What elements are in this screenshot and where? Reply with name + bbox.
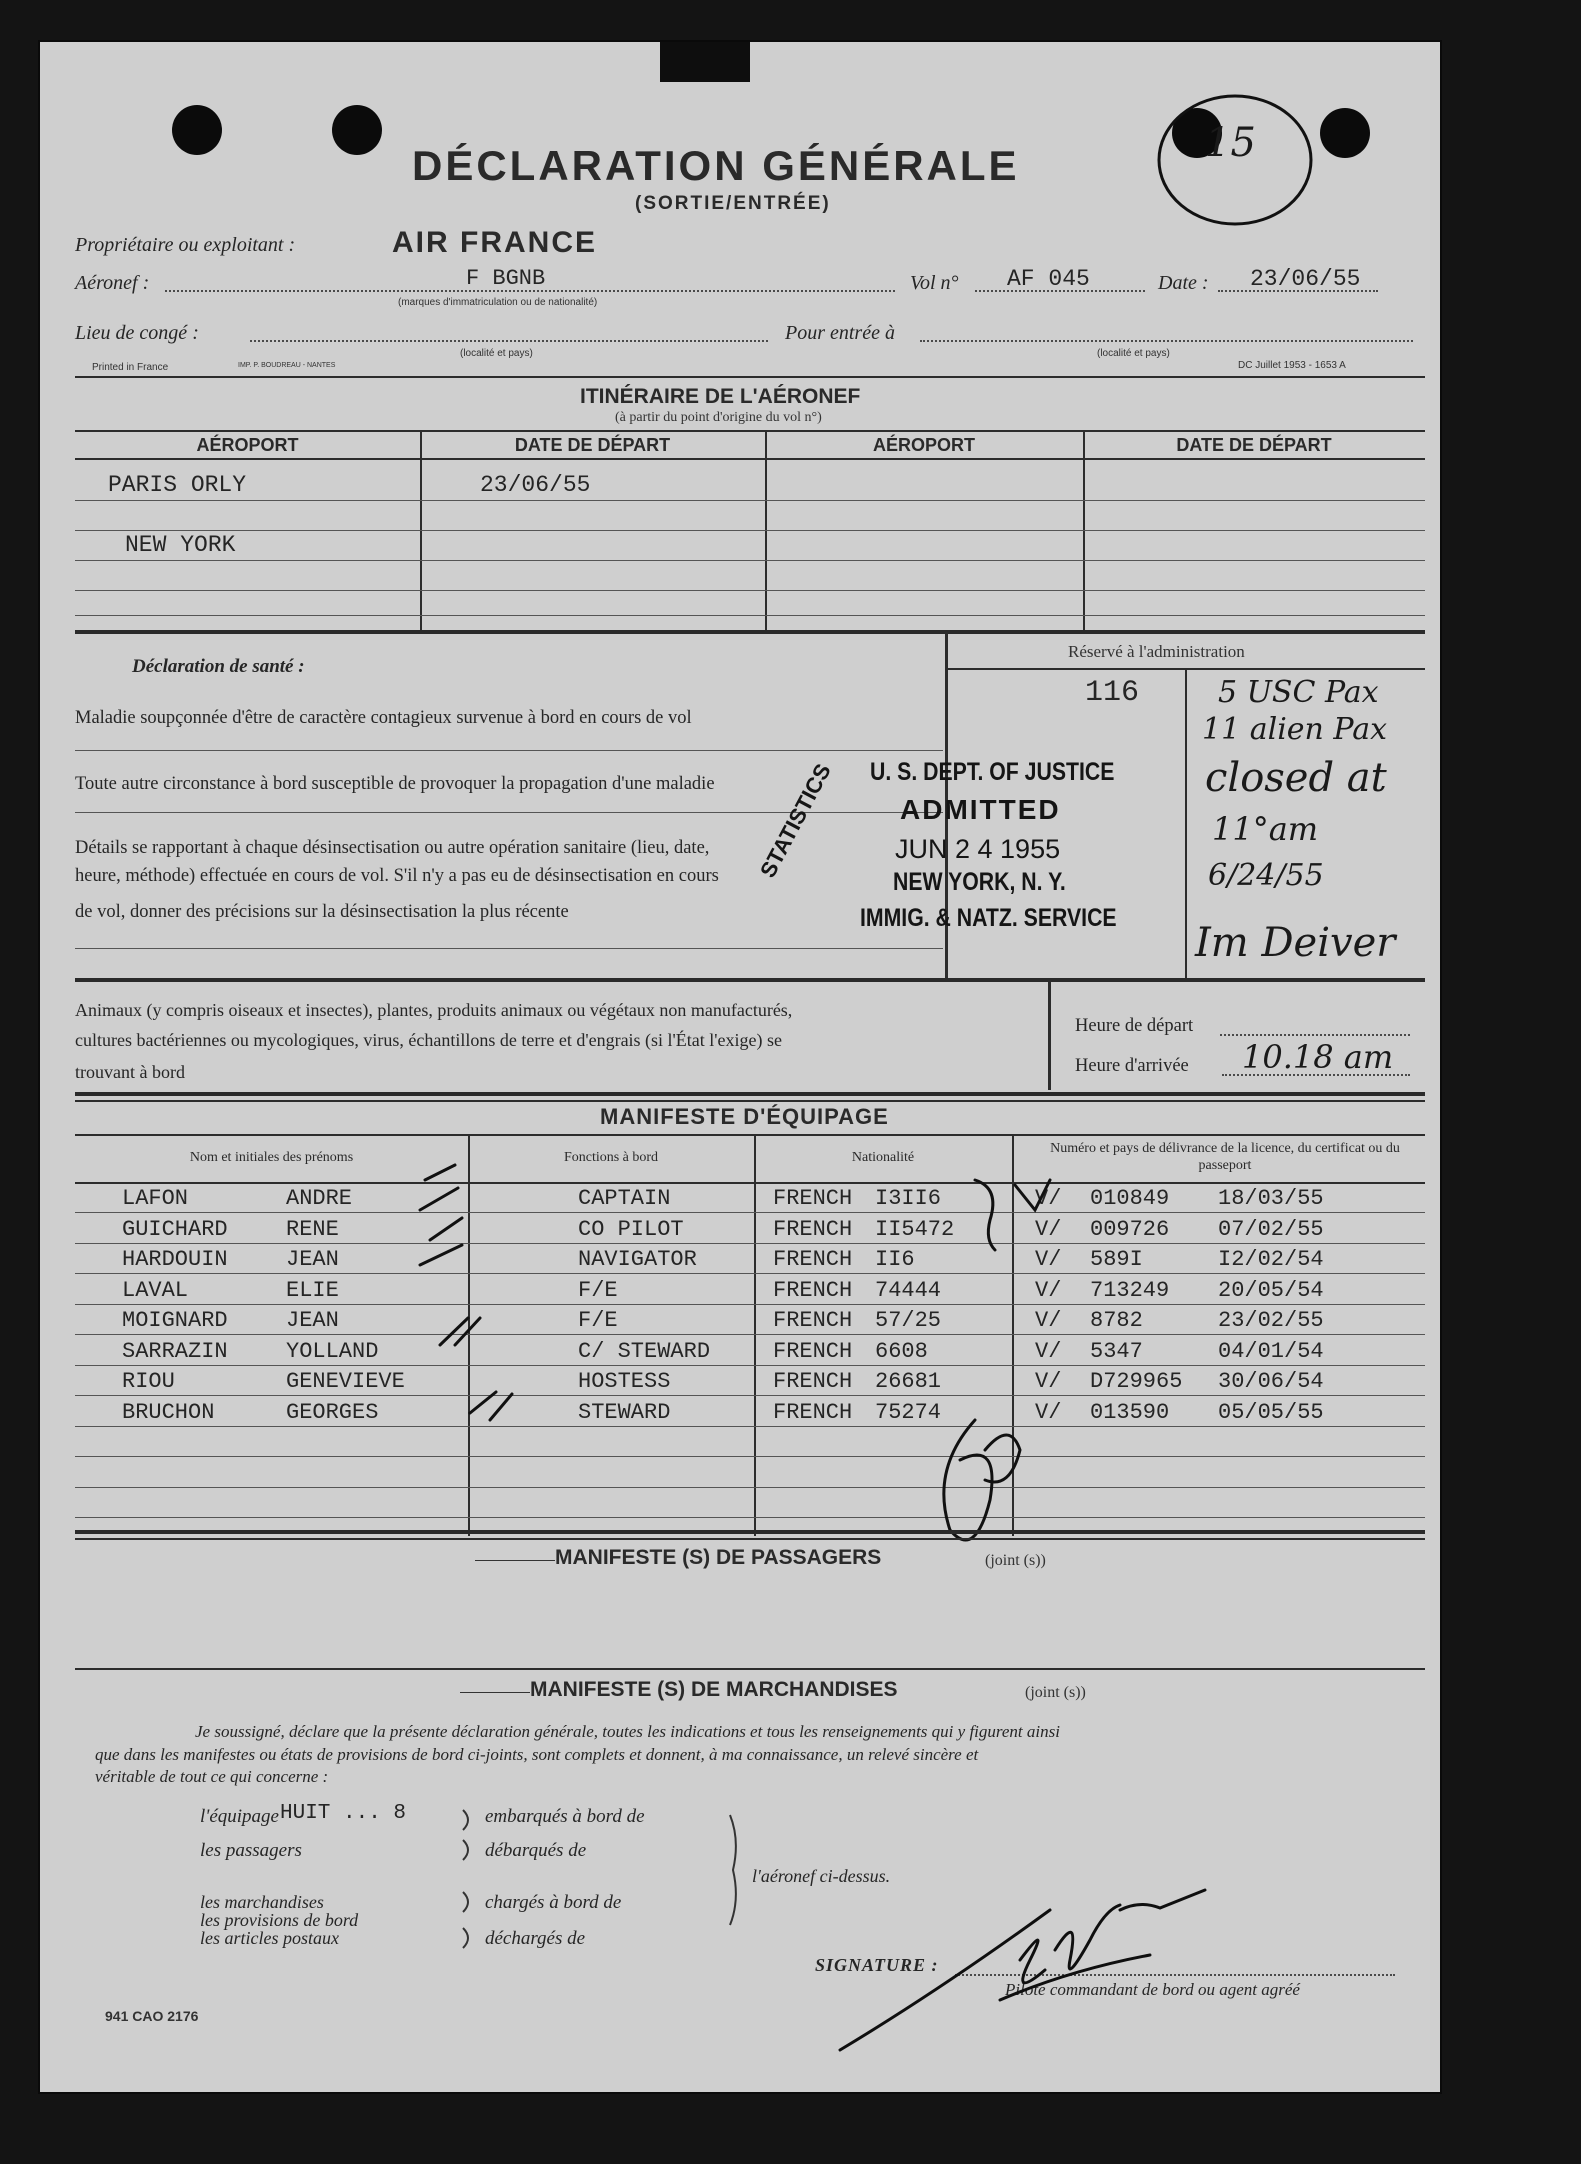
crew-count-label: l'équipage bbox=[200, 1806, 279, 1827]
crew-cell-doc: 8782 bbox=[1090, 1308, 1143, 1333]
crew-cell-role: HOSTESS bbox=[578, 1369, 671, 1394]
passengers-joint: (joint (s)) bbox=[985, 1552, 1046, 1569]
departure-time-label: Heure de départ bbox=[1075, 1016, 1194, 1036]
itinerary-col-airport-2: AÉROPORT bbox=[872, 435, 975, 455]
crew-cell-name: SARRAZIN bbox=[122, 1338, 228, 1364]
aircraft-label: Aéronef : bbox=[75, 272, 150, 294]
crew-cell-nat: FRENCH bbox=[773, 1369, 853, 1394]
crew-cell-first: GENEVIEVE bbox=[286, 1369, 405, 1394]
crew-cell-nat: FRENCH bbox=[773, 1216, 853, 1242]
crew-cell-nat: FRENCH bbox=[773, 1308, 853, 1333]
crew-cell-date: 07/02/55 bbox=[1218, 1216, 1324, 1242]
health-item-3-line-3: de vol, donner des précisions sur la désinsectisation la plus récente bbox=[75, 902, 569, 922]
crew-col-nationality: Nationalité bbox=[851, 1150, 915, 1165]
aircraft-above-label: l'aéronef ci-dessus. bbox=[752, 1866, 891, 1886]
crew-cell-date: I2/02/54 bbox=[1218, 1247, 1324, 1272]
crew-col-name: Nom et initiales des prénoms bbox=[189, 1150, 354, 1165]
crew-cell-date: 04/01/54 bbox=[1218, 1338, 1324, 1364]
crew-cell-role: F/E bbox=[578, 1308, 618, 1333]
crew-cell-nat: FRENCH bbox=[773, 1338, 853, 1364]
mail-label: les articles postaux bbox=[200, 1928, 339, 1948]
itinerary-subtitle: (à partir du point d'origine du vol n°) bbox=[615, 410, 822, 425]
signature-label: SIGNATURE : bbox=[815, 1955, 939, 1975]
animals-line-3: trouvant à bord bbox=[75, 1062, 185, 1082]
crew-cell-role: F/E bbox=[578, 1277, 618, 1303]
embarked-label: embarqués à bord de bbox=[485, 1806, 645, 1827]
owner-label: Propriétaire ou exploitant : bbox=[75, 234, 296, 256]
stamp-date: JUN 2 4 1955 bbox=[895, 834, 1061, 864]
flight-value: AF 045 bbox=[1007, 266, 1090, 292]
crew-cell-first: GEORGES bbox=[286, 1399, 379, 1425]
crew-cell-check: V/ bbox=[1035, 1399, 1062, 1425]
crew-cell-lic: 75274 bbox=[875, 1399, 942, 1425]
health-item-1: Maladie soupçonnée d'être de caractère contagieux survenue à bord en cours de vol bbox=[75, 708, 692, 728]
itinerary-col-date-1: DATE DE DÉPART bbox=[514, 435, 671, 455]
crew-cell-lic: I3II6 bbox=[875, 1186, 942, 1211]
admin-number: 116 bbox=[1085, 676, 1140, 710]
crew-cell-date: 18/03/55 bbox=[1218, 1186, 1324, 1211]
printer-name: IMP. P. BOUDREAU - NANTES bbox=[238, 362, 336, 369]
crew-cell-doc: 713249 bbox=[1090, 1277, 1170, 1303]
itinerary-col-date-2: DATE DE DÉPART bbox=[1176, 435, 1332, 455]
crew-cell-name: BRUCHON bbox=[122, 1399, 215, 1425]
crew-title: MANIFESTE D'ÉQUIPAGE bbox=[600, 1104, 889, 1129]
health-item-2: Toute autre circonstance à bord susceptible de provoquer la propagation d'une maladie bbox=[75, 774, 715, 794]
signer-role: Pilote commandant de bord ou agent agréé bbox=[1005, 1980, 1300, 1999]
crew-count-value: HUIT ... 8 bbox=[280, 1802, 407, 1825]
health-title: Déclaration de santé : bbox=[132, 656, 305, 677]
goods-label: les marchandises bbox=[200, 1892, 324, 1912]
crew-cell-role: CO PILOT bbox=[578, 1216, 684, 1242]
crew-cell-check: V/ bbox=[1035, 1369, 1062, 1394]
admin-note-3: closed at bbox=[1205, 755, 1387, 801]
crew-cell-name: MOIGNARD bbox=[122, 1308, 228, 1333]
stamp-dept: U. S. DEPT. OF JUSTICE bbox=[870, 758, 1115, 786]
admin-note-4: 11°am bbox=[1212, 810, 1319, 848]
arrival-time-label: Heure d'arrivée bbox=[1075, 1056, 1189, 1076]
crew-col-role: Fonctions à bord bbox=[563, 1150, 659, 1165]
disembarked-label: débarqués de bbox=[485, 1840, 587, 1861]
admin-signature: Im Deiver bbox=[1195, 920, 1396, 966]
crew-cell-date: 30/06/54 bbox=[1218, 1369, 1324, 1394]
crew-cell-first: YOLLAND bbox=[286, 1338, 379, 1364]
page-mark: 15 bbox=[1205, 120, 1256, 166]
crew-cell-check: V/ bbox=[1035, 1277, 1062, 1303]
crew-cell-role: C/ STEWARD bbox=[578, 1338, 711, 1364]
crew-cell-lic: 57/25 bbox=[875, 1308, 942, 1333]
unloaded-label: déchargés de bbox=[485, 1928, 586, 1949]
aircraft-value: F BGNB bbox=[466, 266, 546, 291]
admin-note-2: 11 alien Pax bbox=[1202, 712, 1388, 747]
animals-line-2: cultures bactériennes ou mycologiques, virus, échantillons de terre et d'engrais (si l'État l'exige) se bbox=[75, 1030, 783, 1050]
itinerary-airport-2: NEW YORK bbox=[125, 532, 236, 558]
crew-cell-first: ANDRE bbox=[286, 1186, 353, 1211]
crew-cell-lic: 74444 bbox=[875, 1277, 942, 1303]
crew-cell-check: V/ bbox=[1035, 1338, 1062, 1364]
admin-note-5: 6/24/55 bbox=[1208, 858, 1324, 893]
admin-note-1: 5 USC Pax bbox=[1218, 675, 1379, 710]
date-label: Date : bbox=[1158, 272, 1209, 294]
crew-cell-lic: 6608 bbox=[875, 1338, 928, 1364]
crew-cell-nat: FRENCH bbox=[773, 1186, 853, 1211]
leave-label: Lieu de congé : bbox=[75, 322, 199, 344]
crew-cell-doc: D729965 bbox=[1090, 1369, 1183, 1394]
crew-cell-role: NAVIGATOR bbox=[578, 1247, 697, 1272]
crew-cell-check: V/ bbox=[1035, 1216, 1062, 1242]
crew-cell-check: V/ bbox=[1035, 1247, 1062, 1272]
crew-cell-date: 23/02/55 bbox=[1218, 1308, 1324, 1333]
crew-cell-doc: 589I bbox=[1090, 1247, 1143, 1272]
stamp-admitted: ADMITTED bbox=[900, 794, 1061, 825]
crew-cell-lic: II6 bbox=[875, 1247, 915, 1272]
crew-cell-doc: 010849 bbox=[1090, 1186, 1170, 1211]
captain-signature bbox=[820, 1870, 1260, 2070]
itinerary-title: ITINÉRAIRE DE L'AÉRONEF bbox=[580, 385, 861, 408]
crew-cell-name: GUICHARD bbox=[122, 1216, 228, 1242]
form-ref: DC Juillet 1953 - 1653 A bbox=[1238, 360, 1346, 371]
stamp-service: IMMIG. & NATZ. SERVICE bbox=[860, 904, 1117, 932]
loaded-label: chargés à bord de bbox=[485, 1892, 622, 1913]
crew-cell-nat: FRENCH bbox=[773, 1247, 853, 1272]
entry-note: (localité et pays) bbox=[1097, 348, 1170, 359]
health-item-3-line-1: Détails se rapportant à chaque désinsectisation ou autre opération sanitaire (lieu, date, bbox=[75, 838, 710, 858]
crew-cell-doc: 009726 bbox=[1090, 1216, 1170, 1242]
crew-cell-nat: FRENCH bbox=[773, 1399, 853, 1425]
health-item-3-line-2: heure, méthode) effectuée en cours de vol. S'il n'y a pas eu de désinsectisation en cours bbox=[75, 866, 719, 886]
crew-cell-date: 05/05/55 bbox=[1218, 1399, 1324, 1425]
crew-cell-first: ELIE bbox=[286, 1277, 339, 1303]
stamp-city: NEW YORK, N. Y. bbox=[893, 868, 1066, 896]
crew-cell-role: STEWARD bbox=[578, 1399, 671, 1425]
crew-cell-first: JEAN bbox=[286, 1247, 339, 1272]
stamp-statistics: STATISTICS bbox=[755, 759, 836, 882]
crew-cell-name: LAVAL bbox=[122, 1277, 189, 1303]
animals-line-1: Animaux (y compris oiseaux et insectes), plantes, produits animaux ou végétaux non manufacturés, bbox=[75, 1000, 793, 1020]
provisions-label: les provisions de bord bbox=[200, 1910, 359, 1930]
declaration-line-3: véritable de tout ce qui concerne : bbox=[95, 1767, 329, 1786]
crew-cell-date: 20/05/54 bbox=[1218, 1277, 1324, 1303]
itinerary-airport-1: PARIS ORLY bbox=[108, 472, 247, 498]
crew-cell-check: V/ bbox=[1035, 1308, 1062, 1333]
aircraft-note: (marques d'immatriculation ou de nationalité) bbox=[398, 297, 598, 308]
passengers-title: MANIFESTE (S) DE PASSAGERS bbox=[555, 1546, 882, 1569]
crew-cell-first: JEAN bbox=[286, 1308, 339, 1333]
crew-cell-first: RENE bbox=[286, 1216, 339, 1242]
declaration-braces bbox=[455, 1800, 755, 1960]
admin-title: Réservé à l'administration bbox=[1068, 642, 1245, 661]
crew-cell-doc: 013590 bbox=[1090, 1399, 1170, 1425]
crew-cell-name: LAFON bbox=[122, 1186, 189, 1211]
crew-cell-lic: II5472 bbox=[875, 1216, 955, 1242]
footer-code: 941 CAO 2176 bbox=[105, 2008, 199, 2024]
passengers-label: les passagers bbox=[200, 1840, 302, 1861]
crew-cell-name: HARDOUIN bbox=[122, 1247, 228, 1272]
page-title: DÉCLARATION GÉNÉRALE bbox=[412, 142, 1020, 189]
declaration-line-2: que dans les manifestes ou états de provisions de bord ci-joints, sont complets et donnent, à ma connaissance, un relevé sincère et bbox=[95, 1745, 979, 1764]
crew-cell-nat: FRENCH bbox=[773, 1277, 853, 1303]
printed-in-france: Printed in France bbox=[92, 362, 169, 373]
page-subtitle: (SORTIE/ENTRÉE) bbox=[635, 193, 831, 214]
crew-cell-doc: 5347 bbox=[1090, 1338, 1143, 1364]
date-value: 23/06/55 bbox=[1250, 266, 1361, 292]
itinerary-date-1: 23/06/55 bbox=[480, 472, 591, 498]
flight-label: Vol n° bbox=[910, 272, 959, 294]
crew-cell-name: RIOU bbox=[122, 1369, 175, 1394]
entry-label: Pour entrée à bbox=[785, 322, 895, 344]
cargo-joint: (joint (s)) bbox=[1025, 1684, 1086, 1701]
arrival-time-value: 10.18 am bbox=[1242, 1038, 1394, 1076]
leave-note: (localité et pays) bbox=[460, 348, 533, 359]
crew-cell-role: CAPTAIN bbox=[578, 1186, 671, 1211]
cargo-title: MANIFESTE (S) DE MARCHANDISES bbox=[530, 1678, 898, 1701]
crew-col-license: Numéro et pays de délivrance de la licence, du certificat ou du passeport bbox=[1050, 1141, 1400, 1173]
crew-cell-check: V/ bbox=[1035, 1186, 1062, 1211]
declaration-line-1: Je soussigné, déclare que la présente déclaration générale, toutes les indications et tous les renseignements qui y figurent ainsi bbox=[195, 1722, 1060, 1741]
crew-cell-lic: 26681 bbox=[875, 1369, 942, 1394]
owner-value: AIR FRANCE bbox=[392, 226, 597, 259]
itinerary-col-airport-1: AÉROPORT bbox=[196, 435, 299, 455]
